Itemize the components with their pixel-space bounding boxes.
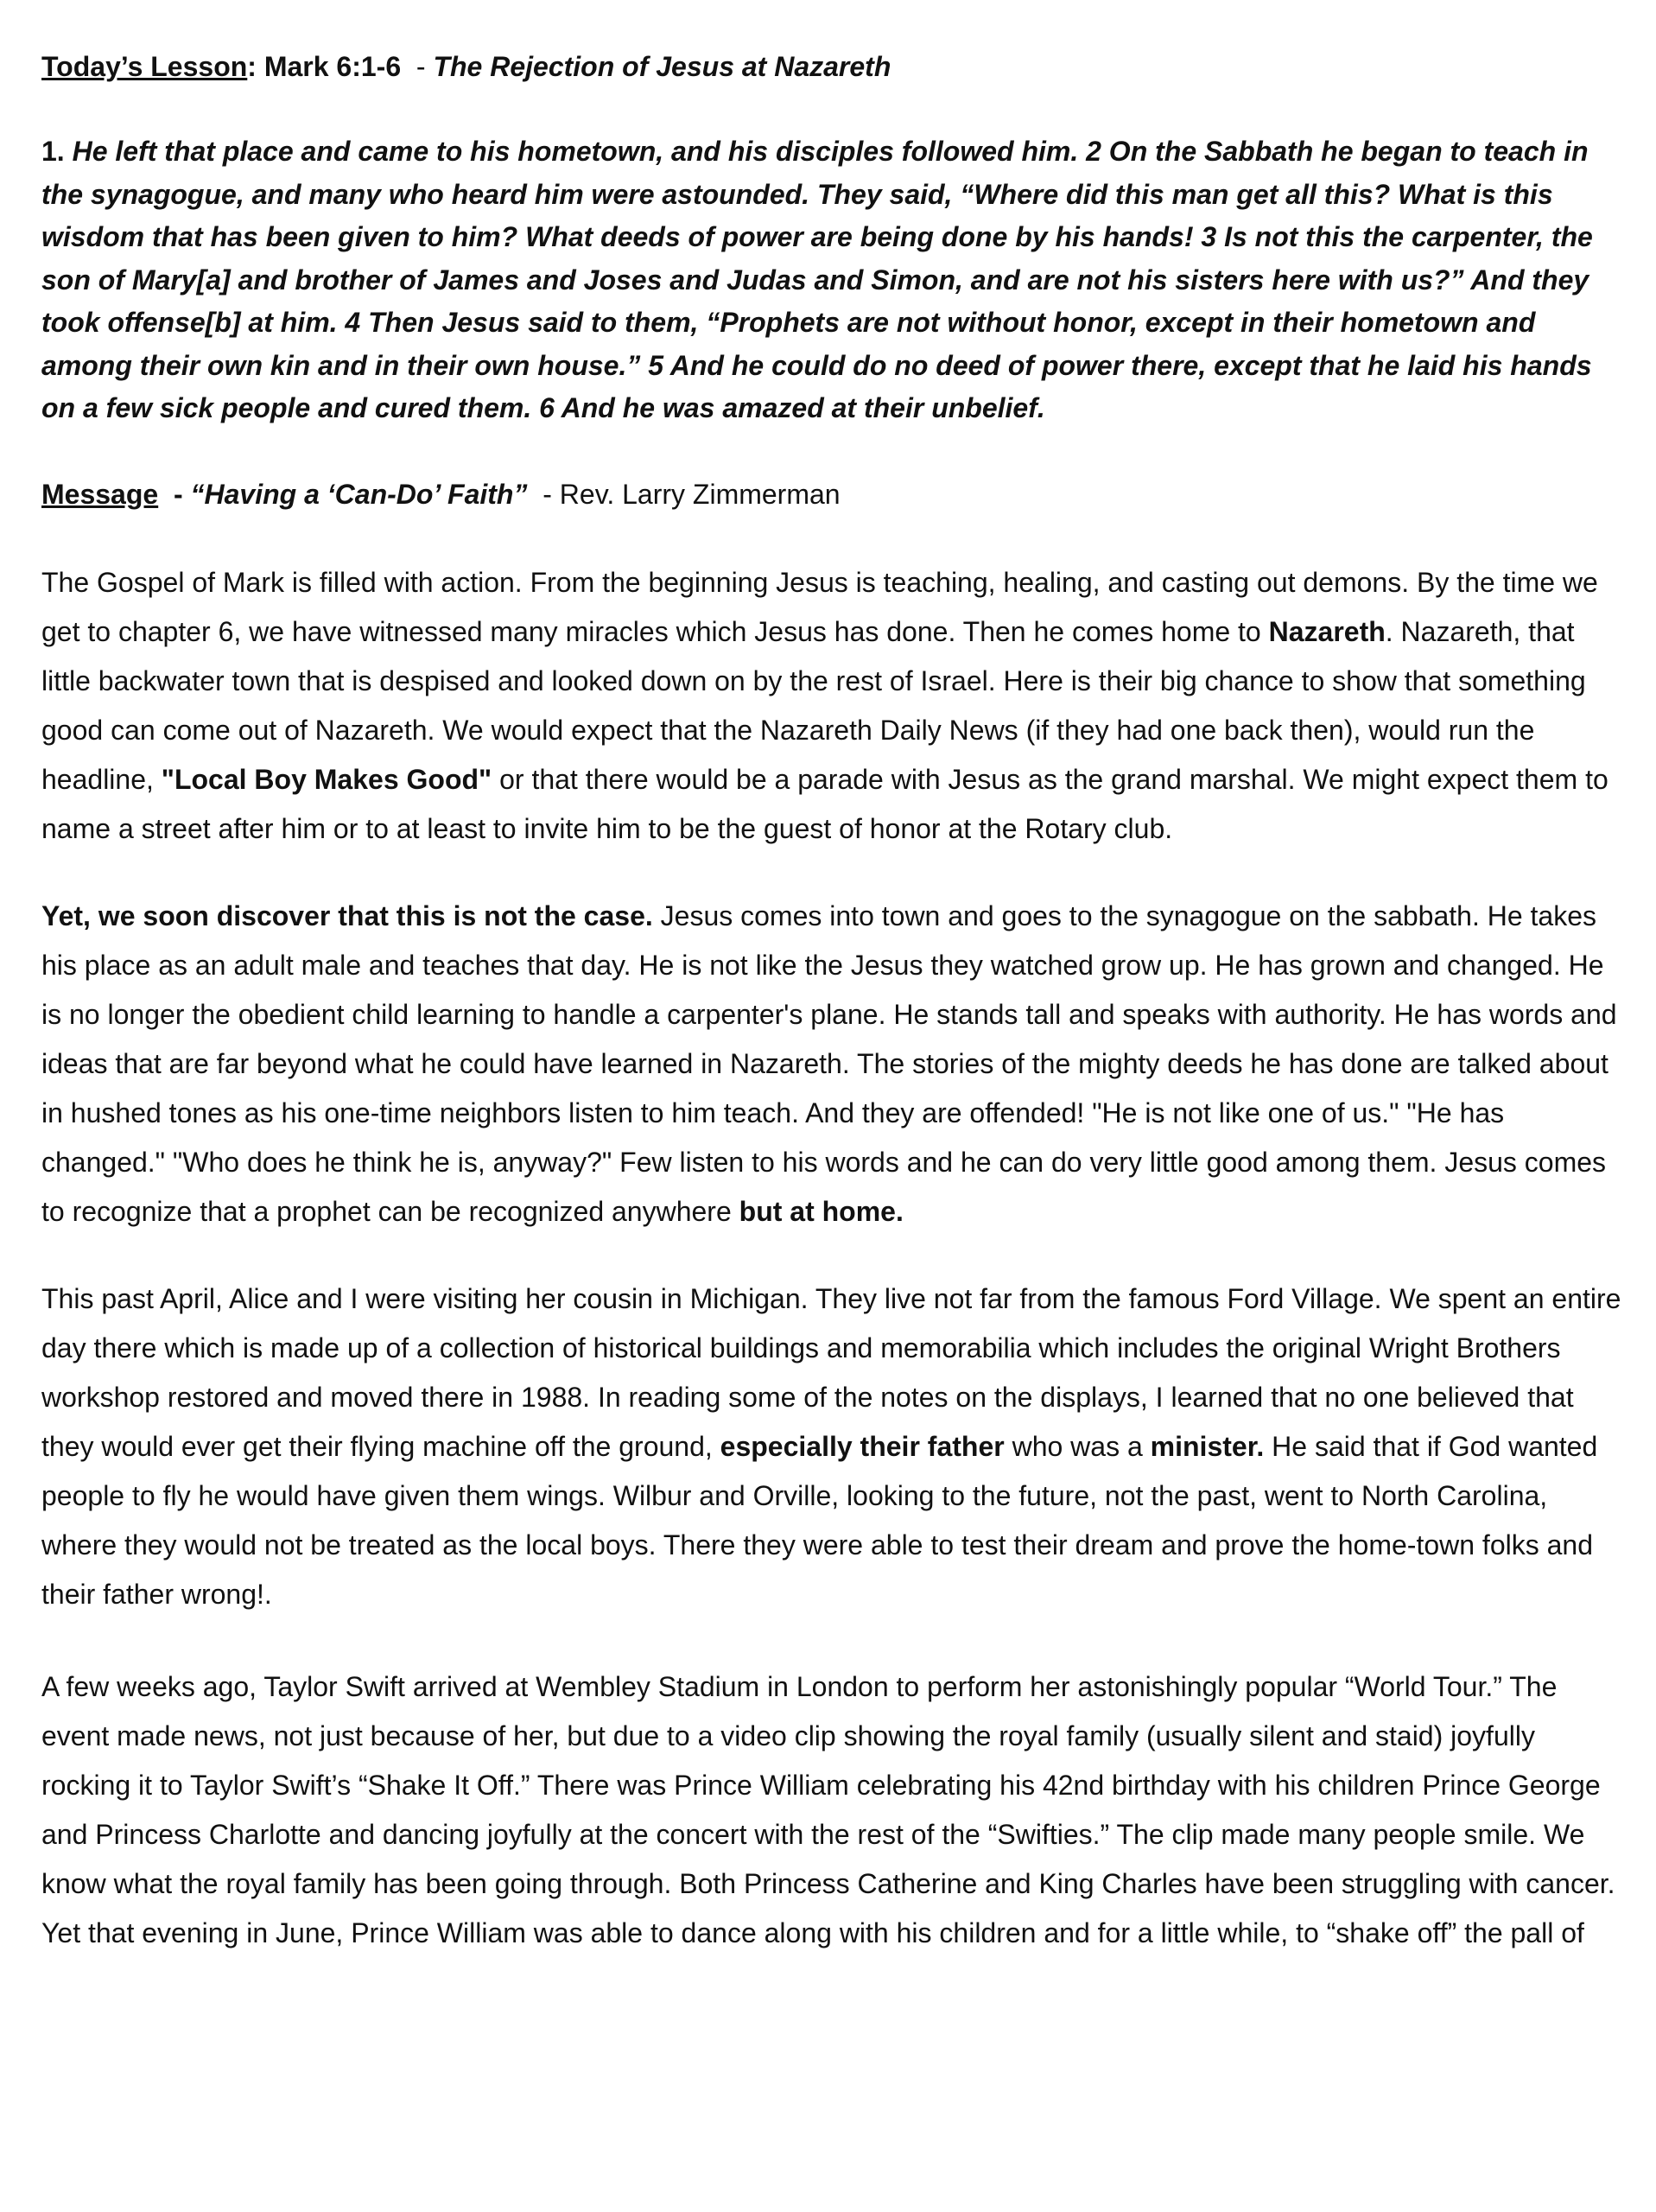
bold-text: minister. [1150,1430,1265,1462]
scripture-verse-number: 1. [41,136,73,167]
message-label: Message [41,478,159,510]
bold-text: Yet, we soon discover that this is not the case. [41,899,653,931]
paragraph-text: who was a [1004,1430,1151,1462]
paragraph-text: He said that if God wanted people to fly he would have given them wings. Wilbur and Orville, looking to the future, not the past, went to North Carolina, where they would not be treated as the local boys. There they were able to test their dream and prove the home-town folks and their father wrong!. [41,1430,1598,1610]
paragraph-3 [41,1274,1621,1619]
lesson-dash: - [401,51,434,82]
lesson-reference: Mark 6:1-6 [256,51,402,82]
lesson-heading [41,48,1621,86]
scripture-passage [41,130,1621,430]
bold-text: "Local Boy Makes Good" [161,763,492,795]
message-heading [41,475,1621,513]
paragraph-1 [41,558,1621,854]
lesson-title: The Rejection of Jesus at Nazareth [433,51,891,82]
bold-text: but at home. [739,1195,904,1227]
paragraph-text: or that there would be a parade with Jesus as the grand marshal. We might expect them to name a street after him or to at least to invite him to be the guest of honor at the Rotary club. [41,763,1608,844]
paragraph-text: Jesus comes into town and goes to the synagogue on the sabbath. He takes his place as an adult male and teaches that day. He is not like the Jesus they watched grow up. He has grown and changed. He is no longer the obedient child learning to handle a carpenter's plane. He stands tall and speaks with authority. He has words and ideas that are far beyond what he could have learned in Nazareth. The stories of the mighty deeds he has done are talked about in hushed tones as his one-time neighbors listen to him teach. And they are offended! "He is not like one of us." "He has changed." "Who does he think he is, anyway?" Few listen to his words and he can do very little good among them. Jesus comes to recognize that a prophet can be recognized anywhere [41,899,1617,1227]
paragraph-4 [41,1662,1621,1958]
bold-text: Nazareth [1268,615,1386,647]
paragraph-text: The Gospel of Mark is filled with action. From the beginning Jesus is teaching, healing, and casting out demons. By the time we get to chapter 6, we have witnessed many miracles which Jesus has done. Then he comes home to [41,566,1598,647]
message-author: - Rev. Larry Zimmerman [527,478,841,510]
paragraph-text: . Nazareth, that little backwater town that is despised and looked down on by the rest of Israel. Here is their big chance to show that something good can come out of Nazareth. We would expect that the Nazareth Daily News (if they had one back then), would run the headline, [41,615,1586,795]
paragraph-2 [41,892,1621,1236]
paragraph-text: A few weeks ago, Taylor Swift arrived at Wembley Stadium in London to perform her astonishingly popular “World Tour.” The event made news, not just because of her, but due to a video clip showing the royal family (usually silent and staid) joyfully rocking it to Taylor Swift’s “Shake It Off.” There was Prince William celebrating his 42nd birthday with his children Prince George and Princess Charlotte and dancing joyfully at the concert with the rest of the “Swifties.” The clip made many people smile. We know what the royal family has been going through. Both Princess Catherine and King Charles have been struggling with cancer. Yet that evening in June, Prince William was able to dance along with his children and for a little while, to “shake off” the pall of [41,1670,1615,1948]
message-dash: - [158,478,191,510]
lesson-label: Today’s Lesson [41,51,248,82]
lesson-colon: : [247,51,257,82]
paragraph-text: This past April, Alice and I were visiting her cousin in Michigan. They live not far from the famous Ford Village. We spent an entire day there which is made up of a collection of historical buildings and memorabilia which includes the original Wright Brothers workshop restored and moved there in 1988. In reading some of the notes on the displays, I learned that no one believed that they would ever get their flying machine off the ground, [41,1282,1621,1462]
scripture-text: He left that place and came to his hometown, and his disciples followed him. 2 On the Sabbath he began to teach in the synagogue, and many who heard him were astounded. They said, “Where did this man get all this? What is this wisdom that has been given to him? What deeds of power are being done by his hands! 3 Is not this the carpenter, the son of Mary[a] and brother of James and Joses and Judas and Simon, and are not his sisters here with us?” And they took offense[b] at him. 4 Then Jesus said to them, “Prophets are not without honor, except in their hometown and among their own kin and in their own house.” 5 And he could do no deed of power there, except that he laid his hands on a few sick people and cured them. 6 And he was amazed at their unbelief. [41,136,1593,423]
message-title: “Having a ‘Can-Do’ Faith” [190,478,528,510]
bold-text: especially their father [720,1430,1005,1462]
